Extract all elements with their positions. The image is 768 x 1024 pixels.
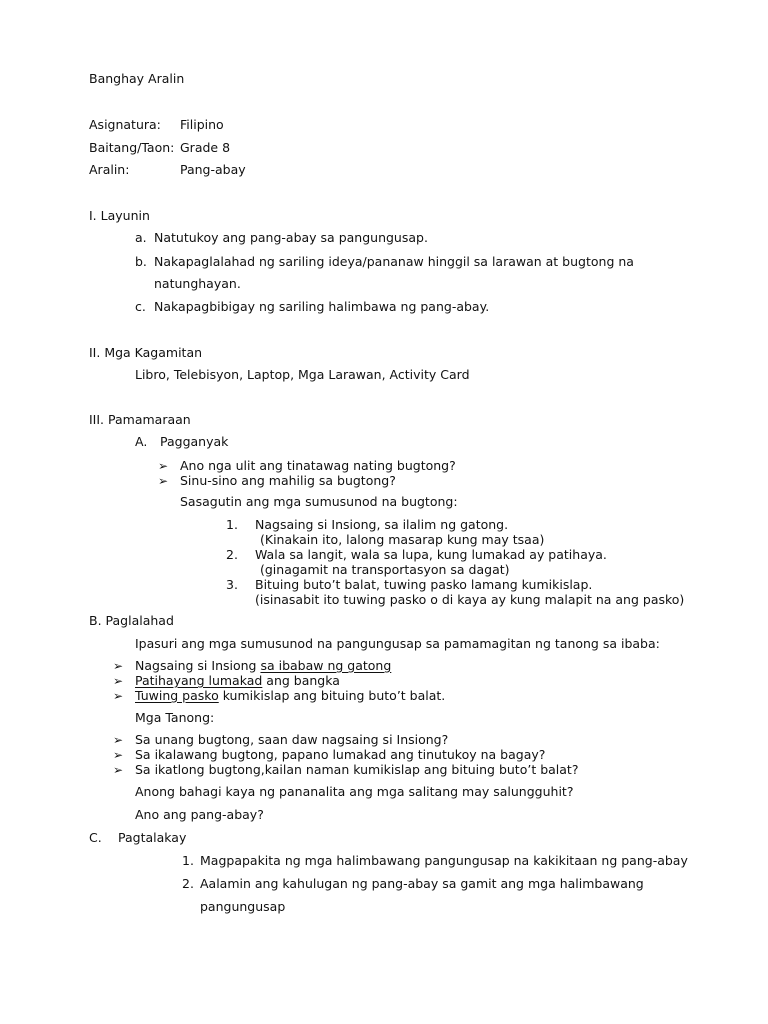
arrow-bullet-icon: ➢ [158,474,169,488]
presentation-instruction: Ipasuri ang mga sumusunod na pangungusap sa pamamagitan ng tanong sa ibaba: [135,636,660,651]
questions-heading: Mga Tanong: [135,710,215,725]
riddle-3-hint: (isinasabit ito tuwing pasko o di kaya ay kung malapit na ang pasko) [255,592,685,607]
subsection-a-title: Pagganyak [160,434,229,449]
guide-question-3: Sa ikatlong bugtong,kailan naman kumikislap ang bituing buto’t balat? [135,762,579,777]
riddle-instruction: Sasagutin ang mga sumusunod na bugtong: [180,494,458,509]
motivation-question-2: Sinu-sino ang mahilig sa bugtong? [180,473,396,488]
discussion-item-2-continued: pangungusap [200,899,286,914]
document-title: Banghay Aralin [89,71,185,86]
arrow-bullet-icon: ➢ [113,748,124,762]
section-objectives-heading: I. Layunin [89,208,150,223]
example-sentence-2: Patihayang lumakad ang bangka [135,673,340,688]
arrow-bullet-icon: ➢ [158,459,169,473]
objective-a: Natutukoy ang pang-abay sa pangungusap. [154,230,428,245]
grade-label: Baitang/Taon: [89,140,175,155]
objective-b: Nakapaglalahad ng sariling ideya/pananaw hinggil sa larawan at bugtong na [154,254,634,269]
arrow-bullet-icon: ➢ [113,763,124,777]
objective-c-marker: c. [135,299,146,314]
materials-list: Libro, Telebisyon, Laptop, Mga Larawan, Activity Card [135,367,470,382]
riddle-1-hint: (Kinakain ito, lalong masarap kung may tsaa) [260,532,545,547]
riddle-1-number: 1. [226,517,238,532]
objective-c: Nakapagbibigay ng sariling halimbawa ng pang-abay. [154,299,490,314]
arrow-bullet-icon: ➢ [113,659,124,673]
motivation-question-1: Ano nga ulit ang tinatawag nating bugtong? [180,458,456,473]
subject-value: Filipino [180,117,224,132]
discussion-item-2: Aalamin ang kahulugan ng pang-abay sa gamit ang mga halimbawang [200,876,644,891]
subsection-a-marker: A. [135,434,148,449]
subsection-c-heading: Pagtalakay [118,830,187,845]
lesson-label: Aralin: [89,162,130,177]
riddle-1: Nagsaing si Insiong, sa ilalim ng gatong. [255,517,509,532]
guide-question-4: Anong bahagi kaya ng pananalita ang mga salitang may salungguhit? [135,784,574,799]
subsection-b-heading: B. Paglalahad [89,613,174,628]
guide-question-1: Sa unang bugtong, saan daw nagsaing si Insiong? [135,732,449,747]
discussion-item-1: Magpapakita ng mga halimbawang pangungusap na kakikitaan ng pang-abay [200,853,688,868]
objective-b-continued: natunghayan. [154,276,241,291]
discussion-item-1-number: 1. [182,853,194,868]
riddle-3-number: 3. [226,577,238,592]
lesson-value: Pang-abay [180,162,246,177]
riddle-2-number: 2. [226,547,238,562]
arrow-bullet-icon: ➢ [113,689,124,703]
section-materials-heading: II. Mga Kagamitan [89,345,203,360]
section-procedure-heading: III. Pamamaraan [89,412,191,427]
arrow-bullet-icon: ➢ [113,674,124,688]
subject-label: Asignatura: [89,117,161,132]
grade-value: Grade 8 [180,140,231,155]
guide-question-5: Ano ang pang-abay? [135,807,264,822]
riddle-2-hint: (ginagamit na transportasyon sa dagat) [260,562,510,577]
riddle-3: Bituing buto’t balat, tuwing pasko lamang kumikislap. [255,577,593,592]
riddle-2: Wala sa langit, wala sa lupa, kung lumakad ay patihaya. [255,547,607,562]
objective-b-marker: b. [135,254,147,269]
example-sentence-3: Tuwing pasko kumikislap ang bituing buto’t balat. [135,688,446,703]
subsection-c-marker: C. [89,830,102,845]
discussion-item-2-number: 2. [182,876,194,891]
example-sentence-1: Nagsaing si Insiong sa ibabaw ng gatong [135,658,392,673]
arrow-bullet-icon: ➢ [113,733,124,747]
objective-a-marker: a. [135,230,147,245]
guide-question-2: Sa ikalawang bugtong, papano lumakad ang tinutukoy na bagay? [135,747,546,762]
